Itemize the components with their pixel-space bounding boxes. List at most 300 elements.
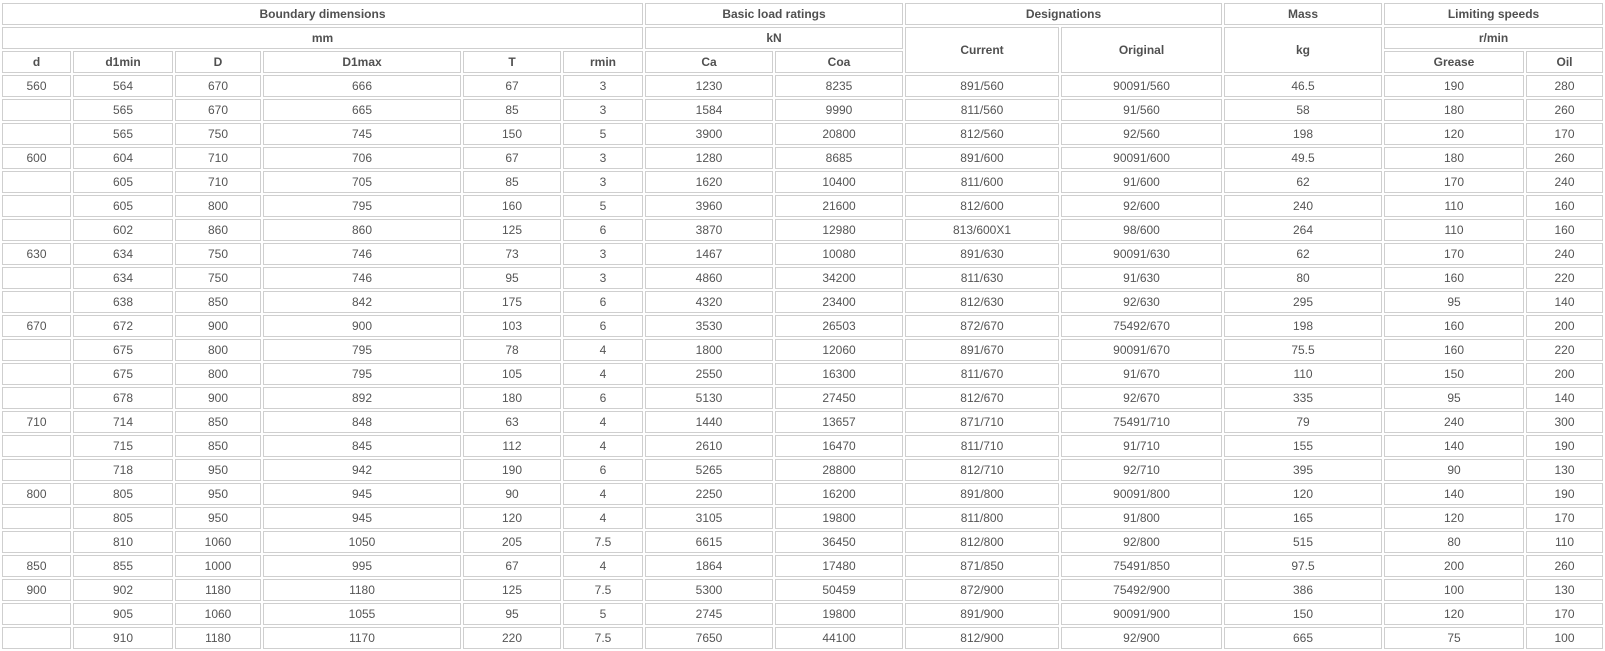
cell-grease: 180	[1384, 147, 1524, 169]
bearing-data-table	[0, 1, 1605, 651]
cell-Coa: 16200	[775, 483, 903, 505]
cell-rmin: 4	[563, 363, 643, 385]
col-T: T	[463, 51, 561, 73]
cell-mass: 264	[1224, 219, 1382, 241]
cell-oil: 260	[1526, 555, 1603, 577]
cell-Coa: 13657	[775, 411, 903, 433]
cell-rmin: 4	[563, 507, 643, 529]
cell-D1max: 745	[263, 123, 461, 145]
cell-oil: 240	[1526, 171, 1603, 193]
cell-Coa: 10400	[775, 171, 903, 193]
cell-D1max: 746	[263, 243, 461, 265]
cell-grease: 160	[1384, 267, 1524, 289]
cell-d1min: 905	[73, 603, 173, 625]
cell-d: 900	[2, 579, 71, 601]
cell-oil: 170	[1526, 507, 1603, 529]
cell-d: 850	[2, 555, 71, 577]
cell-D1max: 942	[263, 459, 461, 481]
cell-rmin: 3	[563, 267, 643, 289]
cell-d	[2, 123, 71, 145]
cell-D: 670	[175, 75, 261, 97]
cell-d1min: 634	[73, 267, 173, 289]
cell-current: 871/850	[905, 555, 1059, 577]
cell-d1min: 675	[73, 363, 173, 385]
cell-oil: 170	[1526, 123, 1603, 145]
cell-rmin: 6	[563, 315, 643, 337]
cell-grease: 100	[1384, 579, 1524, 601]
cell-grease: 170	[1384, 171, 1524, 193]
cell-mass: 80	[1224, 267, 1382, 289]
cell-mass: 46.5	[1224, 75, 1382, 97]
cell-d: 800	[2, 483, 71, 505]
table-row	[2, 363, 1603, 385]
cell-T: 95	[463, 267, 561, 289]
cell-Ca: 1467	[645, 243, 773, 265]
cell-T: 90	[463, 483, 561, 505]
cell-grease: 240	[1384, 411, 1524, 433]
cell-original: 75491/850	[1061, 555, 1222, 577]
cell-oil: 100	[1526, 627, 1603, 649]
cell-current: 812/710	[905, 459, 1059, 481]
cell-original: 91/600	[1061, 171, 1222, 193]
table-row	[2, 339, 1603, 361]
cell-d	[2, 267, 71, 289]
cell-d	[2, 99, 71, 121]
cell-Coa: 26503	[775, 315, 903, 337]
cell-Ca: 1584	[645, 99, 773, 121]
cell-d1min: 634	[73, 243, 173, 265]
cell-d	[2, 435, 71, 457]
cell-d1min: 605	[73, 171, 173, 193]
cell-d1min: 855	[73, 555, 173, 577]
cell-Ca: 5130	[645, 387, 773, 409]
cell-T: 190	[463, 459, 561, 481]
cell-D: 950	[175, 483, 261, 505]
cell-rmin: 5	[563, 603, 643, 625]
cell-Coa: 44100	[775, 627, 903, 649]
cell-rmin: 3	[563, 75, 643, 97]
cell-mass: 240	[1224, 195, 1382, 217]
cell-original: 91/670	[1061, 363, 1222, 385]
col-rmin: rmin	[563, 51, 643, 73]
cell-D: 950	[175, 507, 261, 529]
unit-rmin: r/min	[1384, 27, 1603, 49]
cell-d1min: 910	[73, 627, 173, 649]
table-row	[2, 99, 1603, 121]
cell-Coa: 10080	[775, 243, 903, 265]
cell-rmin: 4	[563, 339, 643, 361]
cell-T: 220	[463, 627, 561, 649]
cell-mass: 515	[1224, 531, 1382, 553]
cell-T: 105	[463, 363, 561, 385]
cell-current: 891/600	[905, 147, 1059, 169]
cell-grease: 120	[1384, 603, 1524, 625]
cell-D1max: 945	[263, 483, 461, 505]
cell-D: 750	[175, 123, 261, 145]
cell-Coa: 23400	[775, 291, 903, 313]
cell-grease: 160	[1384, 339, 1524, 361]
table-row	[2, 483, 1603, 505]
cell-Coa: 12060	[775, 339, 903, 361]
cell-grease: 170	[1384, 243, 1524, 265]
table-row	[2, 387, 1603, 409]
header-boundary-dimensions: Boundary dimensions	[2, 3, 643, 25]
table-row	[2, 555, 1603, 577]
cell-D1max: 1170	[263, 627, 461, 649]
cell-T: 85	[463, 99, 561, 121]
cell-original: 90091/630	[1061, 243, 1222, 265]
cell-grease: 95	[1384, 387, 1524, 409]
cell-original: 75492/670	[1061, 315, 1222, 337]
cell-D1max: 848	[263, 411, 461, 433]
table-row	[2, 75, 1603, 97]
cell-current: 872/900	[905, 579, 1059, 601]
table-row	[2, 267, 1603, 289]
cell-D1max: 892	[263, 387, 461, 409]
cell-original: 75492/900	[1061, 579, 1222, 601]
cell-D: 850	[175, 435, 261, 457]
cell-T: 180	[463, 387, 561, 409]
cell-d	[2, 171, 71, 193]
cell-D1max: 666	[263, 75, 461, 97]
cell-Coa: 28800	[775, 459, 903, 481]
cell-mass: 58	[1224, 99, 1382, 121]
cell-mass: 110	[1224, 363, 1382, 385]
col-oil: Oil	[1526, 51, 1603, 73]
cell-oil: 200	[1526, 315, 1603, 337]
cell-grease: 160	[1384, 315, 1524, 337]
cell-Coa: 8235	[775, 75, 903, 97]
cell-mass: 386	[1224, 579, 1382, 601]
cell-D: 850	[175, 411, 261, 433]
table-row	[2, 531, 1603, 553]
header-current: Current	[905, 27, 1059, 73]
cell-d1min: 810	[73, 531, 173, 553]
cell-oil: 220	[1526, 267, 1603, 289]
cell-d1min: 715	[73, 435, 173, 457]
cell-original: 90091/600	[1061, 147, 1222, 169]
cell-D: 710	[175, 171, 261, 193]
col-Coa: Coa	[775, 51, 903, 73]
cell-T: 150	[463, 123, 561, 145]
table-row	[2, 459, 1603, 481]
cell-oil: 220	[1526, 339, 1603, 361]
col-Ca: Ca	[645, 51, 773, 73]
cell-mass: 665	[1224, 627, 1382, 649]
cell-grease: 140	[1384, 435, 1524, 457]
cell-Ca: 1864	[645, 555, 773, 577]
cell-D: 750	[175, 267, 261, 289]
cell-mass: 165	[1224, 507, 1382, 529]
cell-T: 125	[463, 219, 561, 241]
cell-oil: 160	[1526, 195, 1603, 217]
cell-mass: 155	[1224, 435, 1382, 457]
table-row	[2, 627, 1603, 649]
cell-Ca: 2550	[645, 363, 773, 385]
cell-Coa: 12980	[775, 219, 903, 241]
cell-D: 1180	[175, 579, 261, 601]
cell-d1min: 678	[73, 387, 173, 409]
cell-current: 891/900	[905, 603, 1059, 625]
cell-current: 813/600X1	[905, 219, 1059, 241]
cell-Coa: 50459	[775, 579, 903, 601]
cell-d	[2, 291, 71, 313]
cell-Ca: 3870	[645, 219, 773, 241]
header-original: Original	[1061, 27, 1222, 73]
cell-d1min: 565	[73, 99, 173, 121]
cell-D: 1060	[175, 531, 261, 553]
cell-original: 91/710	[1061, 435, 1222, 457]
unit-kg: kg	[1224, 27, 1382, 73]
table-row	[2, 243, 1603, 265]
cell-rmin: 6	[563, 291, 643, 313]
cell-d1min: 565	[73, 123, 173, 145]
cell-d	[2, 627, 71, 649]
cell-d	[2, 363, 71, 385]
cell-Coa: 17480	[775, 555, 903, 577]
table-row	[2, 411, 1603, 433]
cell-Ca: 2250	[645, 483, 773, 505]
cell-Coa: 34200	[775, 267, 903, 289]
cell-T: 63	[463, 411, 561, 433]
cell-current: 811/800	[905, 507, 1059, 529]
cell-D1max: 665	[263, 99, 461, 121]
cell-Ca: 1280	[645, 147, 773, 169]
table-body	[2, 75, 1603, 649]
cell-rmin: 4	[563, 483, 643, 505]
cell-D1max: 842	[263, 291, 461, 313]
cell-original: 90091/670	[1061, 339, 1222, 361]
cell-grease: 110	[1384, 195, 1524, 217]
cell-original: 92/900	[1061, 627, 1222, 649]
cell-grease: 120	[1384, 123, 1524, 145]
cell-D1max: 795	[263, 363, 461, 385]
cell-oil: 260	[1526, 99, 1603, 121]
cell-rmin: 3	[563, 171, 643, 193]
cell-oil: 190	[1526, 483, 1603, 505]
cell-Ca: 6615	[645, 531, 773, 553]
cell-D1max: 1055	[263, 603, 461, 625]
cell-mass: 62	[1224, 243, 1382, 265]
header-designations: Designations	[905, 3, 1222, 25]
cell-d1min: 714	[73, 411, 173, 433]
cell-D: 1000	[175, 555, 261, 577]
cell-D: 900	[175, 387, 261, 409]
cell-rmin: 3	[563, 99, 643, 121]
cell-Ca: 3900	[645, 123, 773, 145]
cell-current: 811/630	[905, 267, 1059, 289]
cell-d	[2, 195, 71, 217]
cell-d1min: 564	[73, 75, 173, 97]
table-row	[2, 147, 1603, 169]
cell-rmin: 4	[563, 555, 643, 577]
cell-D: 850	[175, 291, 261, 313]
cell-current: 891/560	[905, 75, 1059, 97]
cell-T: 160	[463, 195, 561, 217]
cell-current: 811/560	[905, 99, 1059, 121]
cell-oil: 260	[1526, 147, 1603, 169]
cell-Coa: 27450	[775, 387, 903, 409]
cell-d	[2, 339, 71, 361]
cell-Coa: 20800	[775, 123, 903, 145]
cell-mass: 198	[1224, 123, 1382, 145]
cell-rmin: 6	[563, 459, 643, 481]
cell-Coa: 19800	[775, 603, 903, 625]
table-row	[2, 315, 1603, 337]
cell-D: 750	[175, 243, 261, 265]
cell-grease: 140	[1384, 483, 1524, 505]
table-row	[2, 123, 1603, 145]
cell-d1min: 805	[73, 507, 173, 529]
cell-oil: 190	[1526, 435, 1603, 457]
cell-original: 75491/710	[1061, 411, 1222, 433]
cell-original: 92/670	[1061, 387, 1222, 409]
table-row	[2, 603, 1603, 625]
header-basic-load-ratings: Basic load ratings	[645, 3, 903, 25]
cell-d: 630	[2, 243, 71, 265]
cell-d1min: 902	[73, 579, 173, 601]
cell-original: 98/600	[1061, 219, 1222, 241]
cell-original: 90091/800	[1061, 483, 1222, 505]
col-D1max: D1max	[263, 51, 461, 73]
header-limiting-speeds: Limiting speeds	[1384, 3, 1603, 25]
col-d: d	[2, 51, 71, 73]
cell-current: 812/630	[905, 291, 1059, 313]
cell-Ca: 4320	[645, 291, 773, 313]
cell-grease: 190	[1384, 75, 1524, 97]
cell-current: 811/670	[905, 363, 1059, 385]
cell-rmin: 6	[563, 387, 643, 409]
cell-oil: 140	[1526, 291, 1603, 313]
cell-grease: 75	[1384, 627, 1524, 649]
cell-rmin: 7.5	[563, 531, 643, 553]
cell-original: 92/600	[1061, 195, 1222, 217]
cell-d1min: 638	[73, 291, 173, 313]
cell-current: 812/560	[905, 123, 1059, 145]
cell-grease: 95	[1384, 291, 1524, 313]
cell-original: 91/560	[1061, 99, 1222, 121]
cell-D: 1180	[175, 627, 261, 649]
cell-Ca: 1800	[645, 339, 773, 361]
cell-grease: 120	[1384, 507, 1524, 529]
cell-D1max: 706	[263, 147, 461, 169]
cell-D: 800	[175, 363, 261, 385]
cell-d	[2, 219, 71, 241]
cell-T: 67	[463, 147, 561, 169]
cell-mass: 395	[1224, 459, 1382, 481]
cell-D1max: 1050	[263, 531, 461, 553]
cell-d	[2, 387, 71, 409]
cell-mass: 198	[1224, 315, 1382, 337]
table-row	[2, 507, 1603, 529]
cell-oil: 280	[1526, 75, 1603, 97]
cell-current: 891/800	[905, 483, 1059, 505]
cell-Ca: 3105	[645, 507, 773, 529]
cell-oil: 130	[1526, 579, 1603, 601]
cell-D1max: 1180	[263, 579, 461, 601]
cell-oil: 240	[1526, 243, 1603, 265]
cell-D: 670	[175, 99, 261, 121]
cell-D: 950	[175, 459, 261, 481]
cell-current: 872/670	[905, 315, 1059, 337]
cell-d1min: 718	[73, 459, 173, 481]
cell-grease: 80	[1384, 531, 1524, 553]
cell-Coa: 16470	[775, 435, 903, 457]
cell-current: 812/600	[905, 195, 1059, 217]
cell-grease: 90	[1384, 459, 1524, 481]
cell-T: 175	[463, 291, 561, 313]
cell-d	[2, 507, 71, 529]
cell-T: 103	[463, 315, 561, 337]
cell-current: 812/900	[905, 627, 1059, 649]
cell-T: 120	[463, 507, 561, 529]
cell-original: 90091/560	[1061, 75, 1222, 97]
header-mass: Mass	[1224, 3, 1382, 25]
cell-d	[2, 603, 71, 625]
cell-original: 92/800	[1061, 531, 1222, 553]
cell-d1min: 604	[73, 147, 173, 169]
cell-Ca: 2610	[645, 435, 773, 457]
cell-mass: 120	[1224, 483, 1382, 505]
unit-kn: kN	[645, 27, 903, 49]
table-row	[2, 219, 1603, 241]
cell-D1max: 860	[263, 219, 461, 241]
cell-mass: 79	[1224, 411, 1382, 433]
cell-mass: 150	[1224, 603, 1382, 625]
table-row	[2, 195, 1603, 217]
cell-D1max: 900	[263, 315, 461, 337]
cell-D: 900	[175, 315, 261, 337]
cell-original: 90091/900	[1061, 603, 1222, 625]
cell-mass: 62	[1224, 171, 1382, 193]
cell-D1max: 746	[263, 267, 461, 289]
cell-rmin: 7.5	[563, 579, 643, 601]
cell-Ca: 1440	[645, 411, 773, 433]
col-grease: Grease	[1384, 51, 1524, 73]
cell-current: 811/600	[905, 171, 1059, 193]
cell-D: 800	[175, 339, 261, 361]
cell-oil: 140	[1526, 387, 1603, 409]
cell-Coa: 36450	[775, 531, 903, 553]
cell-rmin: 4	[563, 435, 643, 457]
cell-d	[2, 531, 71, 553]
table-head	[2, 3, 1603, 73]
cell-rmin: 5	[563, 195, 643, 217]
cell-D1max: 705	[263, 171, 461, 193]
cell-Ca: 1620	[645, 171, 773, 193]
cell-d: 710	[2, 411, 71, 433]
cell-D: 860	[175, 219, 261, 241]
cell-grease: 180	[1384, 99, 1524, 121]
cell-mass: 335	[1224, 387, 1382, 409]
cell-D1max: 845	[263, 435, 461, 457]
cell-Ca: 5300	[645, 579, 773, 601]
cell-current: 871/710	[905, 411, 1059, 433]
cell-T: 85	[463, 171, 561, 193]
cell-T: 67	[463, 555, 561, 577]
cell-rmin: 3	[563, 243, 643, 265]
cell-current: 812/800	[905, 531, 1059, 553]
cell-oil: 130	[1526, 459, 1603, 481]
cell-d1min: 805	[73, 483, 173, 505]
cell-T: 67	[463, 75, 561, 97]
cell-Ca: 4860	[645, 267, 773, 289]
cell-oil: 170	[1526, 603, 1603, 625]
cell-grease: 200	[1384, 555, 1524, 577]
cell-D: 710	[175, 147, 261, 169]
cell-D1max: 945	[263, 507, 461, 529]
cell-d: 560	[2, 75, 71, 97]
